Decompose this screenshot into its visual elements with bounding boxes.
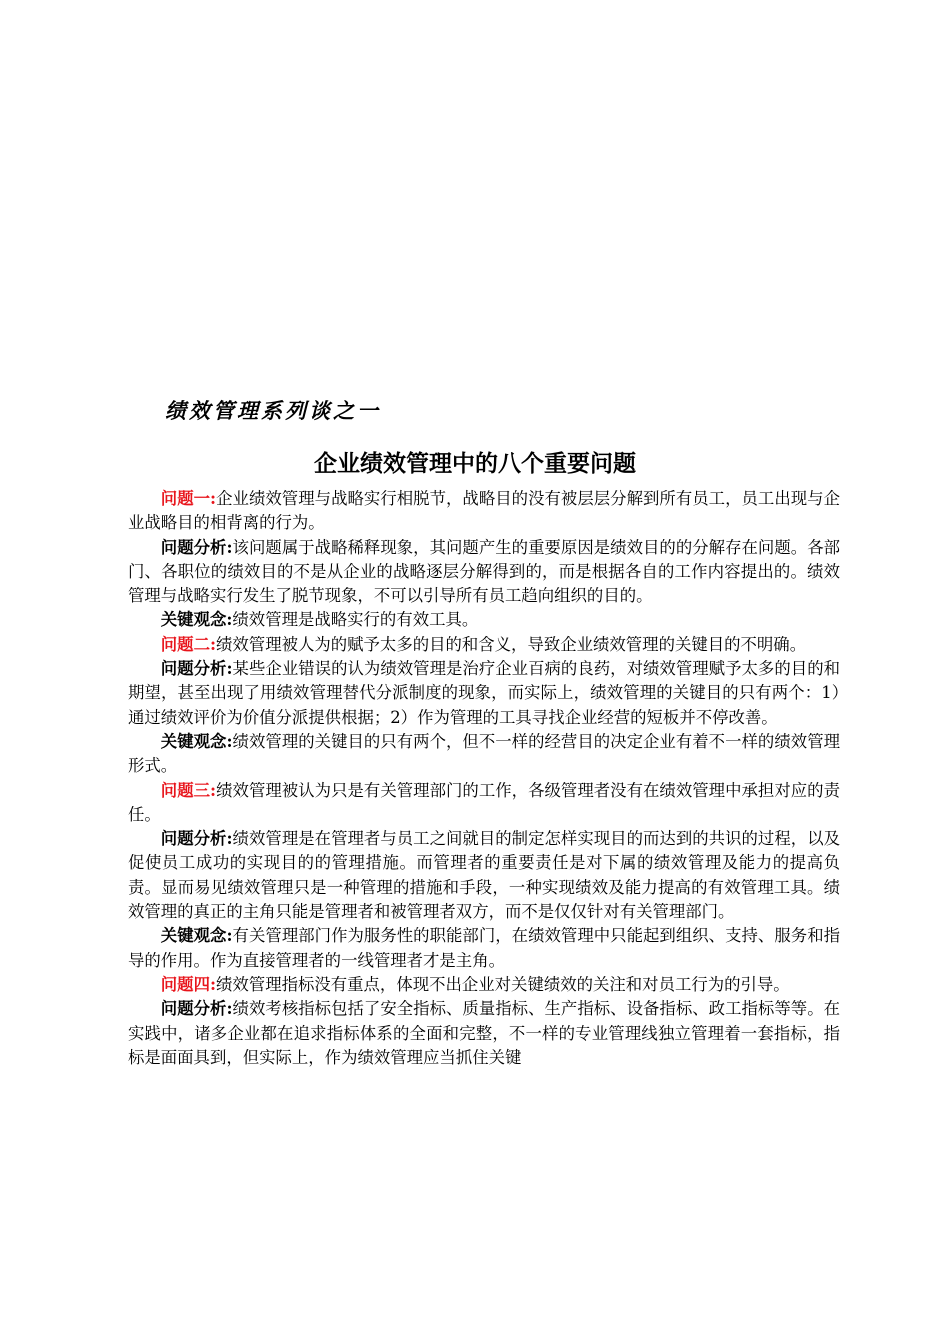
analysis-label: 问题分析: [160,659,233,679]
analysis-2-paragraph [128,657,840,730]
paragraph-text: 有关管理部门作为服务性的职能部门，在绩效管理中只能起到组织、支持、服务和指导的作用。作为直接管理者的一线管理者才是主角。 [128,926,840,970]
concept-3-paragraph [128,924,840,973]
concept-label: 关键观念: [160,926,233,946]
problem-label: 问题三: [160,780,217,800]
document-body [128,487,840,1070]
analysis-1-paragraph [128,536,840,609]
paragraph-text: 该问题属于战略稀释现象，其问题产生的重要原因是绩效目的的分解存在问题。各部门、各职位的绩效目的不是从企业的战略逐层分解得到的，而是根据各自的工作内容提出的。绩效管理与战略实行发生了脱节现象，不可以引导所有员工趋向组织的目的。 [128,537,840,606]
paragraph-text: 绩效管理是战略实行的有效工具。 [232,610,479,630]
series-title: 绩效管理系列谈之一 [165,399,381,423]
paragraph-text: 企业绩效管理与战略实行相脱节，战略目的没有被层层分解到所有员工，员工出现与企业战略目的相背离的行为。 [128,489,840,533]
document-title: 企业绩效管理中的八个重要问题 [314,451,636,477]
analysis-label: 问题分析: [160,537,233,557]
problem-2-paragraph [128,633,840,657]
problem-label: 问题四: [160,974,217,994]
problem-label: 问题一: [160,489,217,508]
concept-label: 关键观念: [160,731,233,751]
analysis-label: 问题分析: [160,829,233,849]
analysis-label: 问题分析: [160,999,233,1019]
paragraph-text: 绩效管理被认为只是有关管理部门的工作，各级管理者没有在绩效管理中承担对应的责任。 [128,780,840,824]
analysis-4-paragraph [128,997,840,1070]
analysis-3-paragraph [128,827,840,924]
problem-4-paragraph [128,973,840,997]
problem-1-paragraph [128,487,840,536]
paragraph-text: 绩效考核指标包括了安全指标、质量指标、生产指标、设备指标、政工指标等等。在实践中，诸多企业都在追求指标体系的全面和完整，不一样的专业管理线独立管理着一套指标，指标是面面具到，但实际上，作为绩效管理应当抓住关键 [128,999,840,1067]
concept-2-paragraph [128,730,840,779]
problem-label: 问题二: [160,634,217,654]
paragraph-text: 绩效管理被人为的赋予太多的目的和含义，导致企业绩效管理的关键目的不明确。 [216,634,807,654]
paragraph-text: 绩效管理的关键目的只有两个，但不一样的经营目的决定企业有着不一样的绩效管理形式。 [128,731,840,776]
paragraph-text: 绩效管理是在管理者与员工之间就目的制定怎样实现目的而达到的共识的过程，以及促使员工成功的实现目的的管理措施。而管理者的重要责任是对下属的绩效管理及能力的提高负责。显而易见绩效管理只是一种管理的措施和手段，一种实现绩效及能力提高的有效管理工具。绩效管理的真正的主角只能是管理者和被管理者双方，而不是仅仅针对有关管理部门。 [128,829,840,922]
concept-1-paragraph [128,608,840,632]
problem-3-paragraph [128,779,840,828]
paragraph-text: 某些企业错误的认为绩效管理是治疗企业百病的良药，对绩效管理赋予太多的目的和期望，甚至出现了用绩效管理替代分派制度的现象，而实际上，绩效管理的关键目的只有两个：1）通过绩效评价为价值分派提供根据；2）作为管理的工具寻找企业经营的短板并不停改善。 [128,659,840,727]
paragraph-text: 绩效管理指标没有重点，体现不出企业对关键绩效的关注和对员工行为的引导。 [216,974,790,994]
concept-label: 关键观念: [160,610,233,630]
